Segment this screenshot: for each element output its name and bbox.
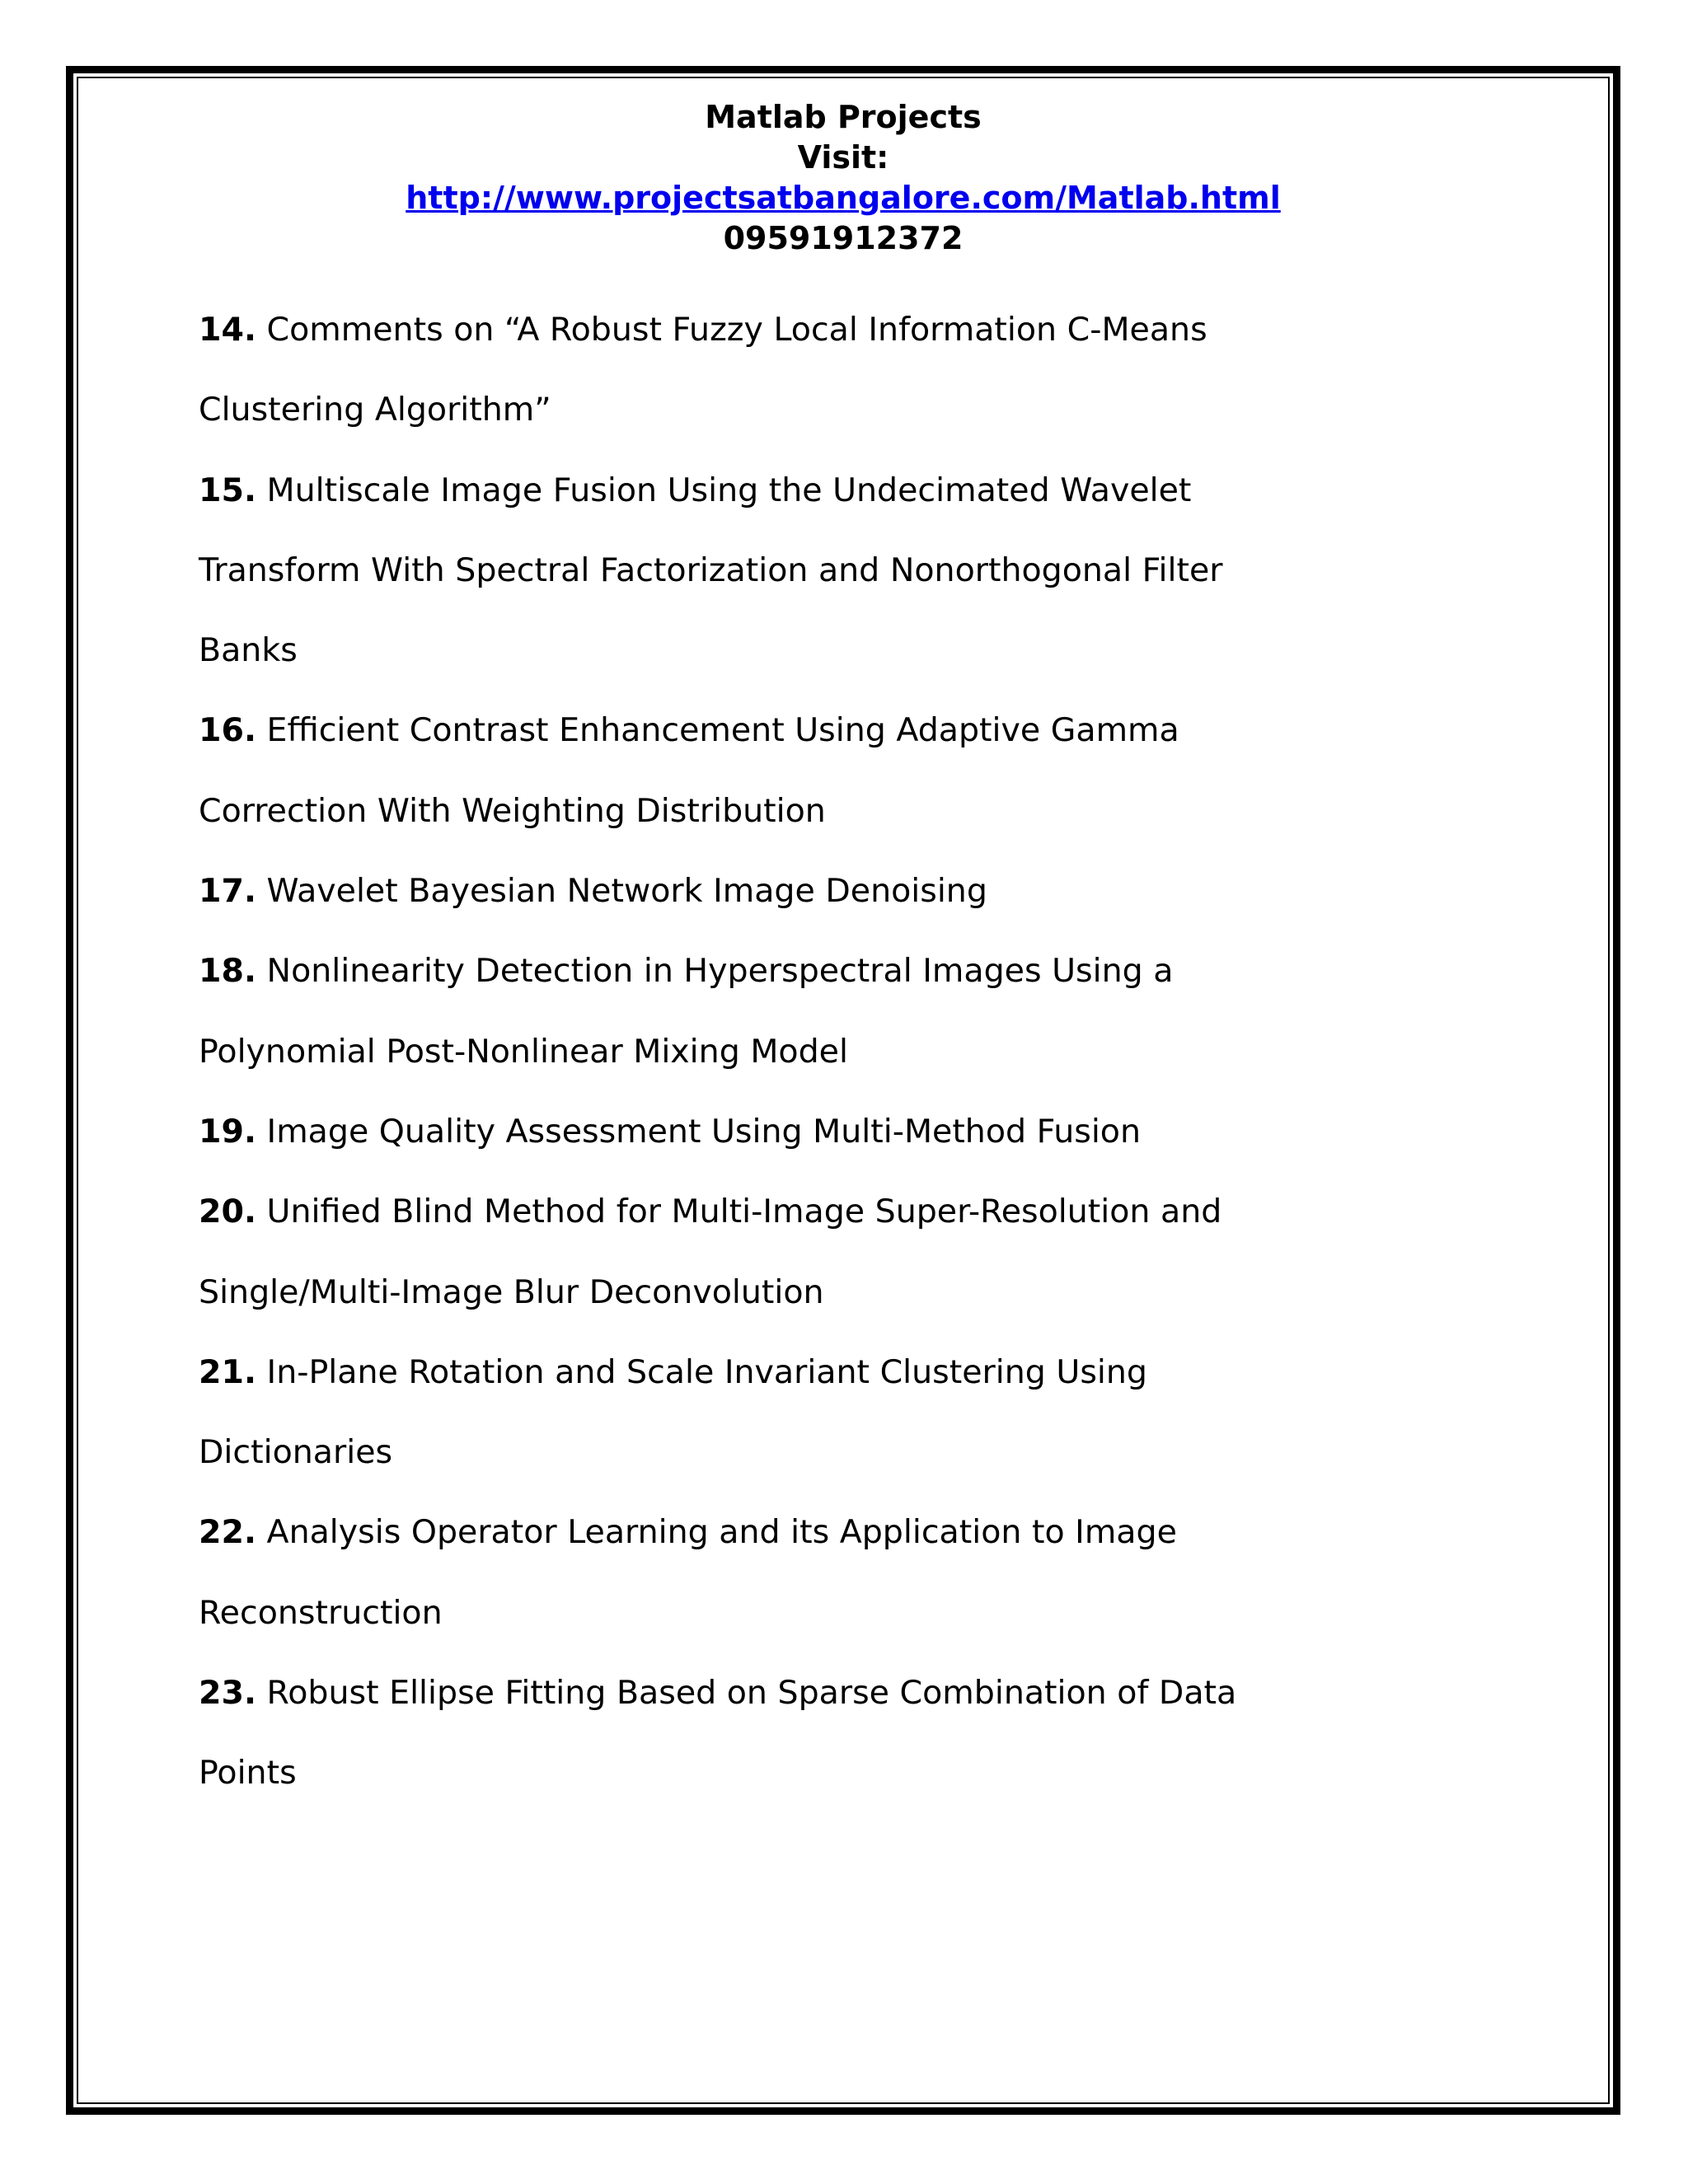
item-number: 16. [199, 711, 256, 750]
list-item [199, 1172, 1517, 1333]
list-item-line [199, 1733, 1517, 1813]
item-number: 20. [199, 1193, 256, 1231]
list-item [199, 1493, 1517, 1653]
item-text: Nonlinearity Detection in Hyperspectral Images Using a [266, 952, 1174, 991]
list-item [199, 290, 1517, 451]
list-item-line [199, 1573, 1517, 1653]
list-item-line [199, 851, 1517, 931]
list-item-line [199, 451, 1517, 531]
list-item [199, 451, 1517, 691]
list-item-line [199, 370, 1517, 450]
item-text: Unified Blind Method for Multi-Image Super-Resolution and [266, 1193, 1222, 1231]
item-text: Robust Ellipse Fitting Based on Sparse Combination of Data [266, 1674, 1237, 1713]
item-text: Comments on “A Robust Fuzzy Local Information C-Means [266, 311, 1207, 349]
item-text: Dictionaries [199, 1433, 393, 1472]
item-text: Analysis Operator Learning and its Application to Image [266, 1513, 1177, 1552]
item-text: Single/Multi-Image Blur Deconvolution [199, 1272, 824, 1311]
list-item [199, 1092, 1517, 1172]
list-item-line [199, 1253, 1517, 1333]
list-item-line [199, 1012, 1517, 1092]
list-item-line [199, 1413, 1517, 1493]
list-item-line [199, 531, 1517, 611]
list-item-line [199, 1493, 1517, 1572]
item-text: Points [199, 1754, 297, 1793]
list-item-line [199, 931, 1517, 1011]
item-number: 15. [199, 471, 256, 509]
list-item-line [199, 611, 1517, 691]
visit-label: Visit: [797, 139, 889, 176]
list-item-line [199, 1172, 1517, 1252]
website-link[interactable]: http://www.projectsatbangalore.com/Matlab.html [406, 180, 1281, 216]
list-item [199, 1333, 1517, 1493]
item-number: 23. [199, 1674, 256, 1713]
list-item-line [199, 691, 1517, 771]
phone-number: 09591912372 [723, 220, 964, 256]
list-item [199, 691, 1517, 851]
item-number: 14. [199, 311, 256, 349]
item-number: 18. [199, 952, 256, 991]
item-text: Polynomial Post-Nonlinear Mixing Model [199, 1032, 848, 1071]
item-text: In-Plane Rotation and Scale Invariant Clustering Using [266, 1352, 1147, 1391]
list-item [199, 931, 1517, 1092]
item-number: 19. [199, 1112, 256, 1151]
page-header [77, 97, 1610, 259]
list-item-line [199, 1333, 1517, 1413]
project-list [199, 290, 1517, 1814]
item-text: Correction With Weighting Distribution [199, 791, 826, 830]
item-text: Image Quality Assessment Using Multi-Method Fusion [266, 1112, 1141, 1151]
list-item-line [199, 290, 1517, 370]
item-text: Efficient Contrast Enhancement Using Adaptive Gamma [266, 711, 1179, 750]
item-text: Reconstruction [199, 1593, 443, 1632]
item-text: Banks [199, 631, 298, 670]
list-item-line [199, 771, 1517, 851]
list-item-line [199, 1653, 1517, 1733]
item-number: 22. [199, 1513, 256, 1552]
list-item [199, 851, 1517, 931]
list-item [199, 1653, 1517, 1814]
item-text: Wavelet Bayesian Network Image Denoising [266, 872, 987, 911]
page-title: Matlab Projects [705, 99, 982, 135]
item-text: Multiscale Image Fusion Using the Undecimated Wavelet [266, 471, 1192, 509]
item-text: Clustering Algorithm” [199, 391, 551, 429]
list-item-line [199, 1092, 1517, 1172]
item-number: 21. [199, 1352, 256, 1391]
item-text: Transform With Spectral Factorization and Nonorthogonal Filter [199, 551, 1223, 589]
item-number: 17. [199, 872, 256, 911]
